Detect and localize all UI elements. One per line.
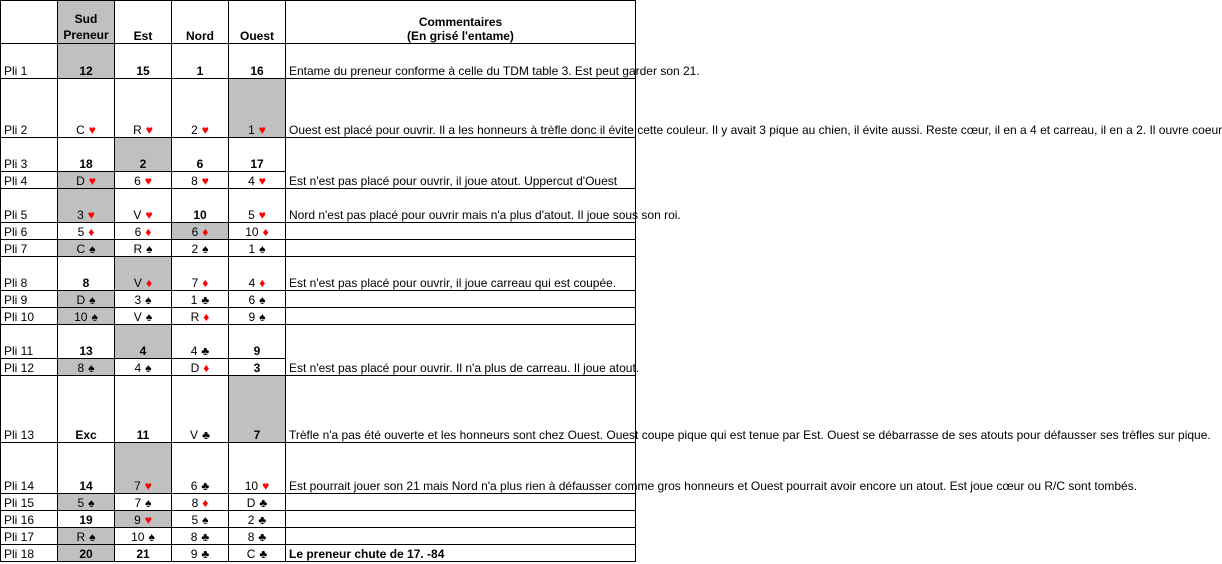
diamond-icon: ♦ bbox=[88, 225, 95, 239]
row-label: Pli 12 bbox=[1, 359, 58, 376]
comment-cell: Trèfle n'a pas été ouverte et les honneurs sont chez Ouest. Ouest coupe pique qui est tenue par Est. Ouest se débarrasse de ses atouts pour défausser ses trèfles sur pique. bbox=[286, 376, 636, 443]
cell-ouest bbox=[229, 172, 286, 189]
table-row bbox=[1, 223, 636, 240]
row-label: Pli 17 bbox=[1, 528, 58, 545]
cell-est: 2 bbox=[115, 138, 172, 172]
club-icon: ♣ bbox=[201, 530, 210, 544]
cell-est bbox=[115, 443, 172, 494]
cell-nord bbox=[172, 494, 229, 511]
header-commentaires bbox=[286, 1, 636, 44]
card-value: 4 bbox=[134, 361, 142, 375]
table-row bbox=[1, 308, 636, 325]
card-value: 10 bbox=[131, 530, 145, 544]
card-value: 7 bbox=[134, 496, 142, 510]
row-label: Pli 4 bbox=[1, 172, 58, 189]
heart-icon: ♥ bbox=[262, 479, 270, 493]
card-value: 8 bbox=[247, 530, 255, 544]
cell-nord: 1 bbox=[172, 44, 229, 79]
row-label: Pli 10 bbox=[1, 308, 58, 325]
spade-icon: ♠ bbox=[202, 513, 209, 527]
cell-est bbox=[115, 257, 172, 291]
diamond-icon: ♦ bbox=[202, 496, 209, 510]
table-row bbox=[1, 240, 636, 257]
row-label: Pli 14 bbox=[1, 443, 58, 494]
comment-cell: Entame du preneur conforme à celle du TDM table 3. Est peut garder son 21. bbox=[286, 44, 636, 79]
cell-ouest bbox=[229, 79, 286, 138]
row-label: Pli 9 bbox=[1, 291, 58, 308]
table-row bbox=[1, 545, 636, 562]
card-value: C bbox=[76, 242, 86, 256]
table-row bbox=[1, 257, 636, 291]
spade-icon: ♠ bbox=[88, 496, 95, 510]
cell-est bbox=[115, 223, 172, 240]
cell-nord bbox=[172, 240, 229, 257]
diamond-icon: ♦ bbox=[203, 310, 210, 324]
card-value: 8 bbox=[191, 496, 199, 510]
comment-cell bbox=[286, 240, 636, 257]
diamond-icon: ♦ bbox=[202, 225, 209, 239]
header-ouest: Ouest bbox=[229, 1, 286, 44]
spade-icon: ♠ bbox=[259, 310, 266, 324]
row-label: Pli 8 bbox=[1, 257, 58, 291]
card-value: C bbox=[246, 547, 256, 561]
card-value: R bbox=[133, 123, 142, 137]
heart-icon: ♥ bbox=[88, 174, 96, 188]
heart-icon: ♥ bbox=[201, 123, 209, 137]
cell-est: 15 bbox=[115, 44, 172, 79]
card-value: V bbox=[190, 428, 199, 442]
table-row bbox=[1, 189, 636, 223]
club-icon: ♣ bbox=[201, 479, 210, 493]
card-value: 10 bbox=[244, 479, 259, 493]
cell-sud bbox=[58, 240, 115, 257]
heart-icon: ♥ bbox=[88, 123, 96, 137]
cell-ouest: 17 bbox=[229, 138, 286, 172]
card-value: 9 bbox=[190, 547, 198, 561]
cell-sud bbox=[58, 172, 115, 189]
header-est: Est bbox=[115, 1, 172, 44]
card-value: 1 bbox=[248, 242, 256, 256]
cell-sud bbox=[58, 494, 115, 511]
spade-icon: ♠ bbox=[89, 530, 96, 544]
cell-sud: 18 bbox=[58, 138, 115, 172]
card-value: 5 bbox=[191, 513, 199, 527]
cell-sud: 13 bbox=[58, 325, 115, 359]
heart-icon: ♥ bbox=[144, 513, 152, 527]
cell-ouest: 9 bbox=[229, 325, 286, 359]
comment-cell bbox=[286, 291, 636, 308]
cell-est bbox=[115, 494, 172, 511]
heart-icon: ♥ bbox=[258, 174, 266, 188]
card-value: 8 bbox=[191, 174, 198, 188]
table-row bbox=[1, 325, 636, 359]
cell-ouest bbox=[229, 257, 286, 291]
comment-cell bbox=[286, 528, 636, 545]
cell-ouest bbox=[229, 511, 286, 528]
row-label: Pli 3 bbox=[1, 138, 58, 172]
card-value: 7 bbox=[134, 479, 141, 493]
card-value: 9 bbox=[248, 310, 256, 324]
cell-sud bbox=[58, 528, 115, 545]
card-value: 10 bbox=[245, 225, 259, 239]
cell-nord bbox=[172, 511, 229, 528]
diamond-icon: ♦ bbox=[259, 276, 266, 290]
cell-est bbox=[115, 308, 172, 325]
card-value: 5 bbox=[248, 208, 255, 222]
diamond-icon: ♦ bbox=[145, 225, 152, 239]
row-label: Pli 18 bbox=[1, 545, 58, 562]
spade-icon: ♠ bbox=[148, 530, 155, 544]
heart-icon: ♥ bbox=[258, 123, 266, 137]
comment-cell: Nord n'est pas placé pour ouvrir mais n'a plus d'atout. Il joue sous son roi. bbox=[286, 189, 636, 223]
cell-ouest bbox=[229, 545, 286, 562]
heart-icon: ♥ bbox=[145, 208, 153, 222]
row-label: Pli 13 bbox=[1, 376, 58, 443]
spade-icon: ♠ bbox=[145, 293, 152, 307]
card-value: 2 bbox=[191, 123, 198, 137]
diamond-icon: ♦ bbox=[145, 276, 153, 290]
spade-icon: ♠ bbox=[145, 496, 152, 510]
cell-ouest bbox=[229, 528, 286, 545]
commentaires-title: Commentaires bbox=[418, 15, 503, 29]
cell-nord bbox=[172, 325, 229, 359]
club-icon: ♣ bbox=[202, 428, 210, 442]
spade-icon: ♠ bbox=[145, 361, 152, 375]
card-value: 6 bbox=[134, 225, 142, 239]
cell-est: 4 bbox=[115, 325, 172, 359]
cell-nord: 6 bbox=[172, 138, 229, 172]
cell-ouest: 16 bbox=[229, 44, 286, 79]
cell-nord bbox=[172, 79, 229, 138]
cell-ouest bbox=[229, 223, 286, 240]
card-value: 4 bbox=[248, 174, 255, 188]
corner-cell bbox=[1, 1, 58, 44]
card-value: 8 bbox=[190, 530, 198, 544]
header-sud: Sud Preneur bbox=[58, 1, 115, 44]
cell-nord bbox=[172, 545, 229, 562]
club-icon: ♣ bbox=[201, 344, 210, 358]
card-value: D bbox=[76, 293, 86, 307]
heart-icon: ♥ bbox=[145, 123, 153, 137]
card-value: 6 bbox=[191, 225, 199, 239]
cell-est bbox=[115, 189, 172, 223]
table-row bbox=[1, 138, 636, 172]
cell-est bbox=[115, 240, 172, 257]
card-value: 1 bbox=[190, 293, 198, 307]
cell-nord bbox=[172, 257, 229, 291]
row-label: Pli 2 bbox=[1, 79, 58, 138]
card-value: 2 bbox=[191, 242, 199, 256]
card-value: R bbox=[133, 242, 143, 256]
cell-sud: 19 bbox=[58, 511, 115, 528]
cell-ouest bbox=[229, 189, 286, 223]
diamond-icon: ♦ bbox=[202, 276, 209, 290]
cell-sud: 14 bbox=[58, 443, 115, 494]
cell-sud bbox=[58, 359, 115, 376]
cell-sud bbox=[58, 79, 115, 138]
heart-icon: ♥ bbox=[87, 208, 95, 222]
cell-est bbox=[115, 528, 172, 545]
cell-ouest bbox=[229, 443, 286, 494]
card-value: 6 bbox=[134, 174, 141, 188]
cell-est bbox=[115, 79, 172, 138]
cell-est: 11 bbox=[115, 376, 172, 443]
cell-ouest: 7 bbox=[229, 376, 286, 443]
cell-est bbox=[115, 172, 172, 189]
comment-cell: Est n'est pas placé pour ouvrir. Il n'a plus de carreau. Il joue atout. bbox=[286, 325, 636, 376]
card-value: 7 bbox=[191, 276, 199, 290]
comment-cell: Ouest est placé pour ouvrir. Il a les honneurs à trèfle donc il évite cette couleur. Il y avait 3 pique au chien, il évite aussi. Reste cœur, il en a 4 et carreau, il en a 2. Il ouvre coeur bbox=[286, 79, 636, 138]
spade-icon: ♠ bbox=[202, 242, 209, 256]
cell-ouest bbox=[229, 291, 286, 308]
card-value: 6 bbox=[190, 479, 198, 493]
heart-icon: ♥ bbox=[258, 208, 266, 222]
card-value: D bbox=[190, 361, 200, 375]
cell-sud: Exc bbox=[58, 376, 115, 443]
cell-ouest bbox=[229, 308, 286, 325]
card-value: D bbox=[246, 496, 256, 510]
row-label: Pli 6 bbox=[1, 223, 58, 240]
card-value: 3 bbox=[77, 208, 84, 222]
spade-icon: ♠ bbox=[259, 293, 266, 307]
comment-cell bbox=[286, 494, 636, 511]
commentaires-subtitle: (En grisé l'entame) bbox=[407, 29, 514, 43]
spade-icon: ♠ bbox=[89, 242, 96, 256]
row-label: Pli 7 bbox=[1, 240, 58, 257]
spade-icon: ♠ bbox=[259, 242, 266, 256]
row-label: Pli 15 bbox=[1, 494, 58, 511]
cell-sud bbox=[58, 223, 115, 240]
cell-sud: 20 bbox=[58, 545, 115, 562]
row-label: Pli 11 bbox=[1, 325, 58, 359]
card-value: V bbox=[133, 276, 142, 290]
spade-icon: ♠ bbox=[146, 242, 153, 256]
club-icon: ♣ bbox=[258, 530, 267, 544]
card-value: R bbox=[76, 530, 86, 544]
card-value: 5 bbox=[77, 225, 85, 239]
cell-nord bbox=[172, 172, 229, 189]
cell-est bbox=[115, 291, 172, 308]
club-icon: ♣ bbox=[258, 513, 267, 527]
heart-icon: ♥ bbox=[144, 479, 152, 493]
spade-icon: ♠ bbox=[91, 310, 98, 324]
cell-nord bbox=[172, 291, 229, 308]
cell-sud: 12 bbox=[58, 44, 115, 79]
card-value: 6 bbox=[248, 293, 256, 307]
card-value: V bbox=[133, 208, 142, 222]
card-value: 4 bbox=[248, 276, 256, 290]
club-icon: ♣ bbox=[201, 293, 210, 307]
spade-icon: ♠ bbox=[88, 361, 95, 375]
comment-cell bbox=[286, 511, 636, 528]
cell-nord bbox=[172, 308, 229, 325]
table-row bbox=[1, 291, 636, 308]
cell-sud bbox=[58, 291, 115, 308]
cell-nord bbox=[172, 223, 229, 240]
comment-cell bbox=[286, 223, 636, 240]
card-value: R bbox=[190, 310, 200, 324]
header-row bbox=[1, 1, 636, 44]
comment-cell bbox=[286, 308, 636, 325]
spade-icon: ♠ bbox=[145, 310, 153, 324]
card-value: 4 bbox=[190, 344, 198, 358]
diamond-icon: ♦ bbox=[203, 361, 210, 375]
card-value: 10 bbox=[74, 310, 88, 324]
card-value: 5 bbox=[77, 496, 85, 510]
cell-est: 21 bbox=[115, 545, 172, 562]
card-value: 8 bbox=[77, 361, 85, 375]
card-value: 9 bbox=[134, 513, 141, 527]
cell-est bbox=[115, 359, 172, 376]
card-value: 2 bbox=[247, 513, 255, 527]
table-row bbox=[1, 528, 636, 545]
table-row bbox=[1, 494, 636, 511]
cell-nord: 10 bbox=[172, 189, 229, 223]
cell-nord bbox=[172, 443, 229, 494]
card-value: V bbox=[133, 310, 142, 324]
cell-sud bbox=[58, 189, 115, 223]
card-value: C bbox=[76, 123, 85, 137]
cell-sud bbox=[58, 308, 115, 325]
comment-cell: Est pourrait jouer son 21 mais Nord n'a plus rien à défausser comme gros honneurs et Ouest pourrait avoir encore un atout. Est joue cœur ou R/C sont tombés. bbox=[286, 443, 636, 494]
cell-ouest bbox=[229, 494, 286, 511]
heart-icon: ♥ bbox=[144, 174, 152, 188]
cell-sud: 8 bbox=[58, 257, 115, 291]
heart-icon: ♥ bbox=[201, 174, 209, 188]
table-row bbox=[1, 79, 636, 138]
cell-nord bbox=[172, 359, 229, 376]
row-label: Pli 5 bbox=[1, 189, 58, 223]
comment-cell: Est n'est pas placé pour ouvrir, il joue carreau qui est coupée. bbox=[286, 257, 636, 291]
table-row bbox=[1, 443, 636, 494]
row-label: Pli 1 bbox=[1, 44, 58, 79]
card-value: 3 bbox=[134, 293, 142, 307]
cell-ouest bbox=[229, 240, 286, 257]
table-row bbox=[1, 44, 636, 79]
club-icon: ♣ bbox=[259, 496, 268, 510]
row-label: Pli 16 bbox=[1, 511, 58, 528]
cell-nord bbox=[172, 528, 229, 545]
diamond-icon: ♦ bbox=[262, 225, 269, 239]
cell-est bbox=[115, 511, 172, 528]
card-value: D bbox=[76, 174, 85, 188]
spade-icon: ♠ bbox=[89, 293, 96, 307]
card-value: 1 bbox=[248, 123, 255, 137]
header-nord: Nord bbox=[172, 1, 229, 44]
cell-nord bbox=[172, 376, 229, 443]
club-icon: ♣ bbox=[201, 547, 210, 561]
comment-cell: Est n'est pas placé pour ouvrir, il joue atout. Uppercut d'Ouest bbox=[286, 138, 636, 189]
club-icon: ♣ bbox=[259, 547, 268, 561]
result-comment: Le preneur chute de 17. -84 bbox=[286, 545, 636, 562]
cell-ouest: 3 bbox=[229, 359, 286, 376]
table-row bbox=[1, 511, 636, 528]
table-row bbox=[1, 376, 636, 443]
